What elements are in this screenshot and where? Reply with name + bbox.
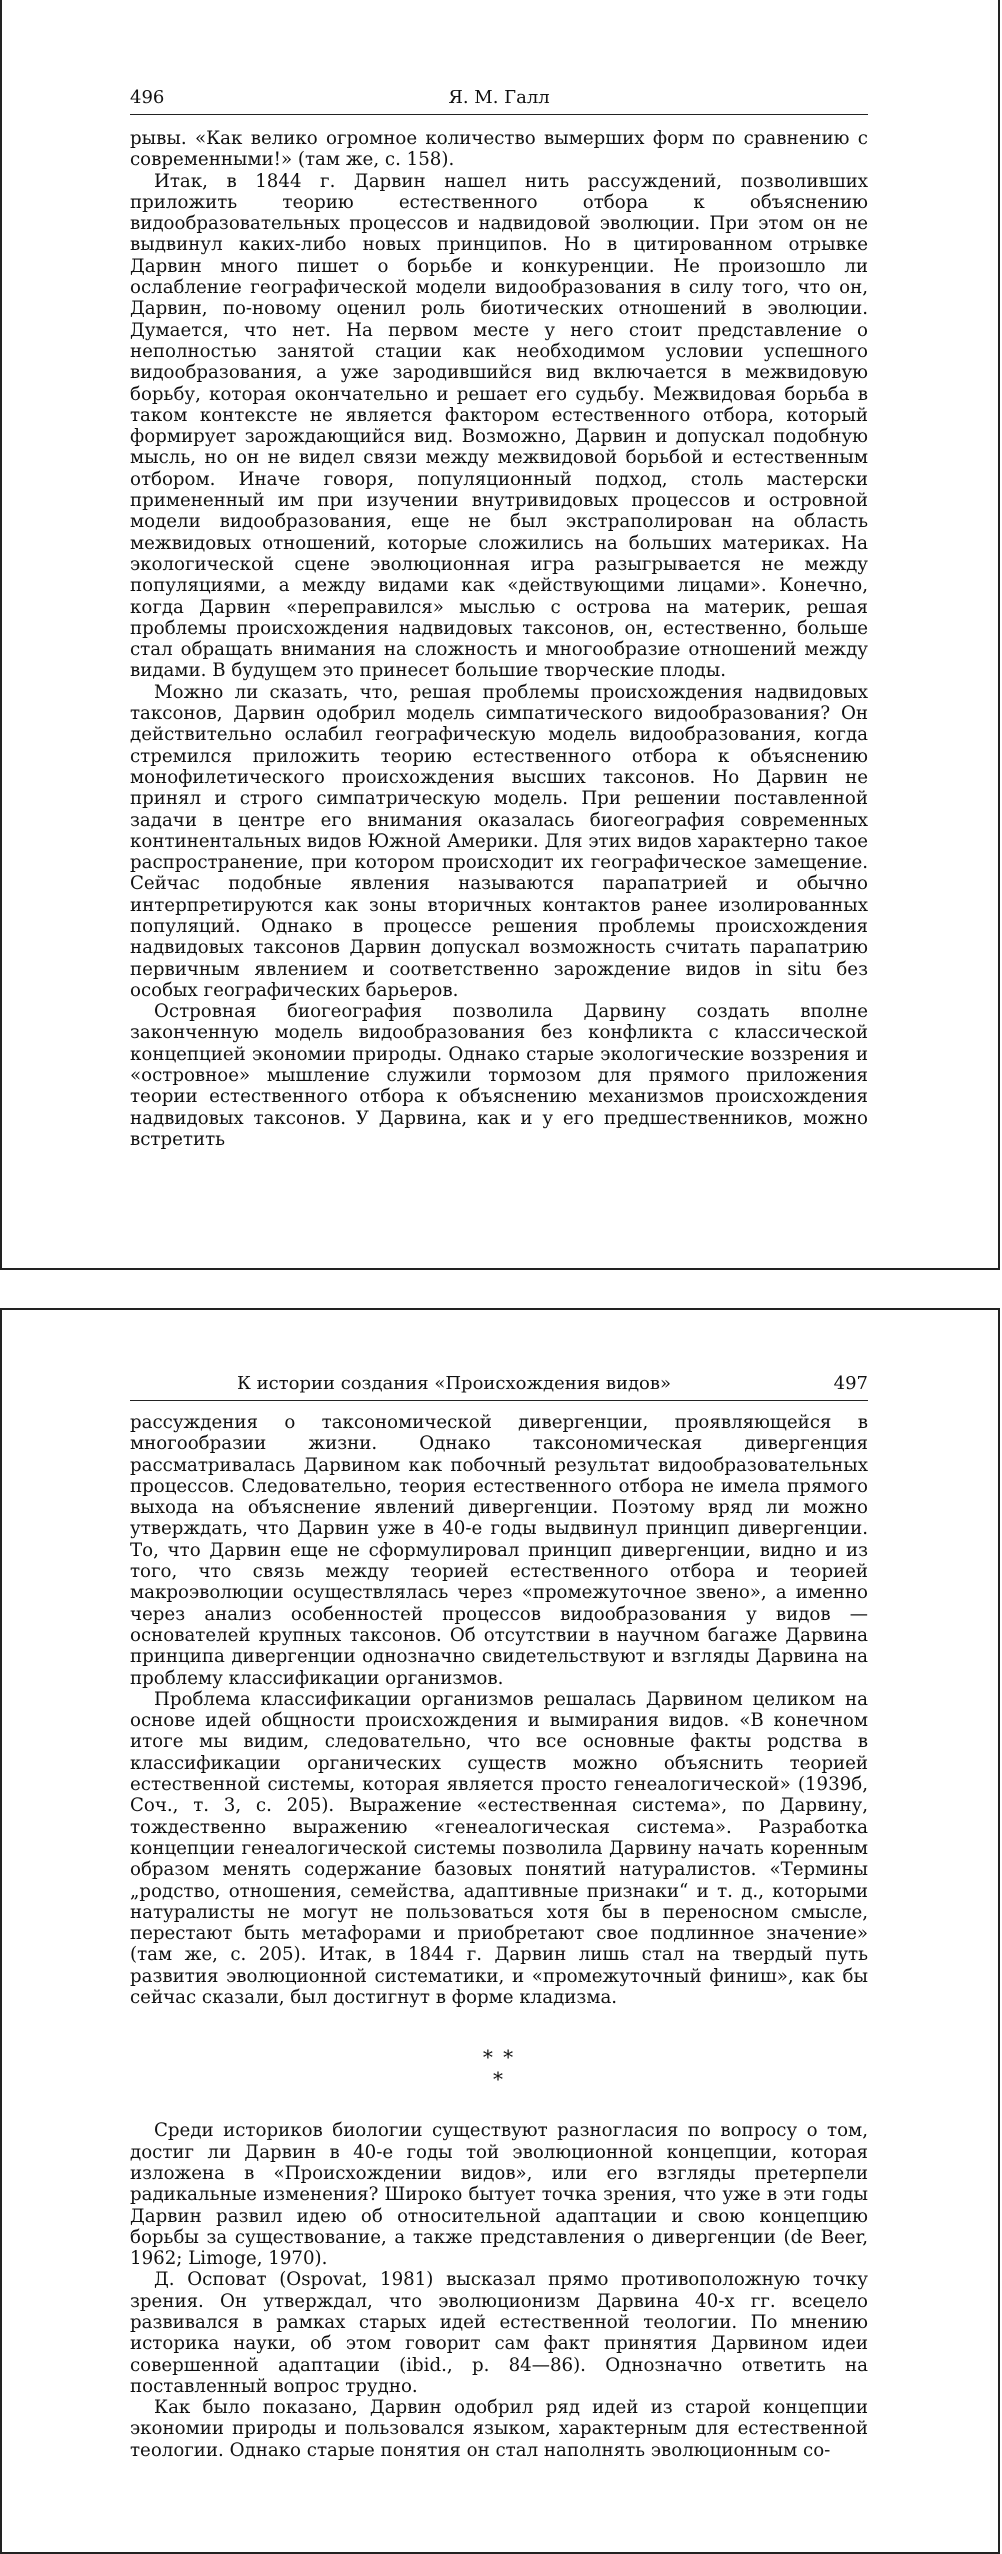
paragraph: Как было показано, Дарвин одобрил ряд идей из старой концепции экономии природы и пользовался языком, характерным для естественной теологии. Однако старые понятия он стал наполнять эволюционным со-: [130, 2397, 868, 2461]
body-text: [130, 128, 868, 1150]
section-separator: [130, 2046, 868, 2090]
body-text: [130, 1412, 868, 2461]
running-head: [130, 82, 868, 115]
separator-bottom: *: [493, 2067, 505, 2092]
paragraph: рывы. «Как велико огромное количество вымерших форм по сравнению с современными!» (там же, с. 158).: [130, 128, 868, 171]
paragraph: Д. Осповат (Ospovat, 1981) высказал прямо противоположную точку зрения. Он утверждал, что эволюционизм Дарвина 40-х гг. всецело развивался в рамках старых идей естественной теологии. По мнению историка науки, об этом говорит сам факт принятия Дарвином идеи совершенной адаптации (ibid., p. 84—86). Однозначно ответить на поставленный вопрос трудно.: [130, 2269, 868, 2397]
paragraph: Островная биогеография позволила Дарвину создать вполне законченную модель видообразования без конфликта с классической концепцией экономии природы. Однако старые экологические воззрения и «островное» мышление служили тормозом для прямого приложения теории естественного отбора к объяснению механизмов происхождения надвидовых таксонов. У Дарвина, как и у его предшественников, можно встретить: [130, 1001, 868, 1150]
paragraph: Можно ли сказать, что, решая проблемы происхождения надвидовых таксонов, Дарвин одобрил модель симпатического видообразования? Он действительно ослабил географическую модель видообразования, когда стремился приложить теорию естественного отбора к объяснению монофилетического происхождения высших таксонов. Но Дарвин не принял и строго симпатрическую модель. При решении поставленной задачи в центре его внимания оказалась биогеография современных континентальных видов Южной Америки. Для этих видов характерно такое распространение, при котором происходит их географическое замещение. Сейчас подобные явления называются парапатрией и обычно интерпретируются как зоны вторичных контактов ранее изолированных популяций. Однако в процессе решения проблемы происхождения надвидовых таксонов Дарвин допускал возможность считать парапатрию первичным явлением и соответственно зарождение видов in situ без особых географических барьеров.: [130, 681, 868, 1001]
running-head: [130, 1368, 868, 1401]
paragraph: Проблема классификации организмов решалась Дарвином целиком на основе идей общности происхождения и вымирания видов. «В конечном итоге мы видим, следовательно, что все основные факты родства в классификации органических существ можно объяснить теорией естественной системы, которая является просто генеалогической» (1939б, Соч., т. 3, с. 205). Выражение «естественная система», по Дарвину, тождественно выражению «генеалогическая система». Разработка концепции генеалогической системы позволила Дарвину начать коренным образом менять содержание базовых понятий натуралистов. «Термины „родство, отношения, семейства, адаптивные признаки“ и т. д., которыми натуралисты не могут не пользоваться хотя бы в переносном смысле, перестают быть метафорами и приобретают свое подлинное значение» (там же, с. 205). Итак, в 1844 г. Дарвин лишь стал на твердый путь развития эволюционной систематики, и «промежуточный финиш», как бы сейчас сказали, был достигнут в форме кладизма.: [130, 1688, 868, 2009]
separator-top: * *: [482, 2045, 516, 2070]
paragraph: Среди историков биологии существуют разногласия по вопросу о том, достиг ли Дарвин в 40-е годы той эволюционной концепции, которая изложена в «Происхождении видов», или его взгляды претерпели радикальные изменения? Широко бытует точка зрения, что уже в эти годы Дарвин развил идею об относительной адаптации и свою концепцию борьбы за существование, а также представления о дивергенции (de Beer, 1962; Limoge, 1970).: [130, 2120, 868, 2270]
paragraph: рассуждения о таксономической дивергенции, проявляющейся в многообразии жизни. Однако таксономическая дивергенция рассматривалась Дарвином как побочный результат видообразовательных процессов. Следовательно, теория естественного отбора не имела прямого выхода на объяснение явлений дивергенции. Поэтому вряд ли можно утверждать, что Дарвин уже в 40-е годы выдвинул принцип дивергенции. То, что Дарвин еще не сформулировал принцип дивергенции, видно и из того, что связь между теорией естественного отбора и теорией макроэволюции осуществлялась через «промежуточное звено», а именно через анализ особенностей процессов видообразования у видов — основателей крупных таксонов. Об отсутствии в научном багаже Дарвина принципа дивергенции однозначно свидетельствуют и взгляды Дарвина на проблему классификации организмов.: [130, 1412, 868, 1689]
page-497: [0, 1308, 1000, 2554]
page-number: 497: [833, 1373, 868, 1394]
running-title: Я. М. Галл: [448, 87, 550, 108]
running-title: К истории создания «Происхождения видов»: [236, 1373, 672, 1394]
page-gap: [0, 1270, 1002, 1308]
page-number: 496: [130, 87, 165, 108]
paragraph: Итак, в 1844 г. Дарвин нашел нить рассуждений, позволивших приложить теорию естественного отбора к объяснению видообразовательных процессов и надвидовой эволюции. При этом он не выдвинул каких-либо новых принципов. Но в цитированном отрывке Дарвин много пишет о борьбе и конкуренции. Не произошло ли ослабление географической модели видообразования в силу того, что он, Дарвин, по-новому оценил роль биотических отношений в эволюции. Думается, что нет. На первом месте у него стоит представление о неполностью занятой стации как необходимом условии успешного видообразования, а уже зародившийся вид включается в межвидовую борьбу, которая окончательно и решает его судьбу. Межвидовая борьба в таком контексте не является фактором естественного отбора, который формирует зарождающийся вид. Возможно, Дарвин и допускал подобную мысль, но он не видел связи между межвидовой борьбой и естественным отбором. Иначе говоря, популяционный подход, столь мастерски примененный им при изучении внутривидовых процессов и островной модели видообразования, еще не был экстраполирован на область межвидовых отношений, которые сложились на больших материках. На экологической сцене эволюционная игра разыгрывается не между популяциями, а между видами как «действующими лицами». Конечно, когда Дарвин «переправился» мыслью с острова на материк, решая проблемы происхождения надвидовых таксонов, он, естественно, больше стал обращать внимания на сложность и многообразие отношений между видами. В будущем это принесет большие творческие плоды.: [130, 170, 868, 682]
page-496: [0, 0, 1000, 1270]
